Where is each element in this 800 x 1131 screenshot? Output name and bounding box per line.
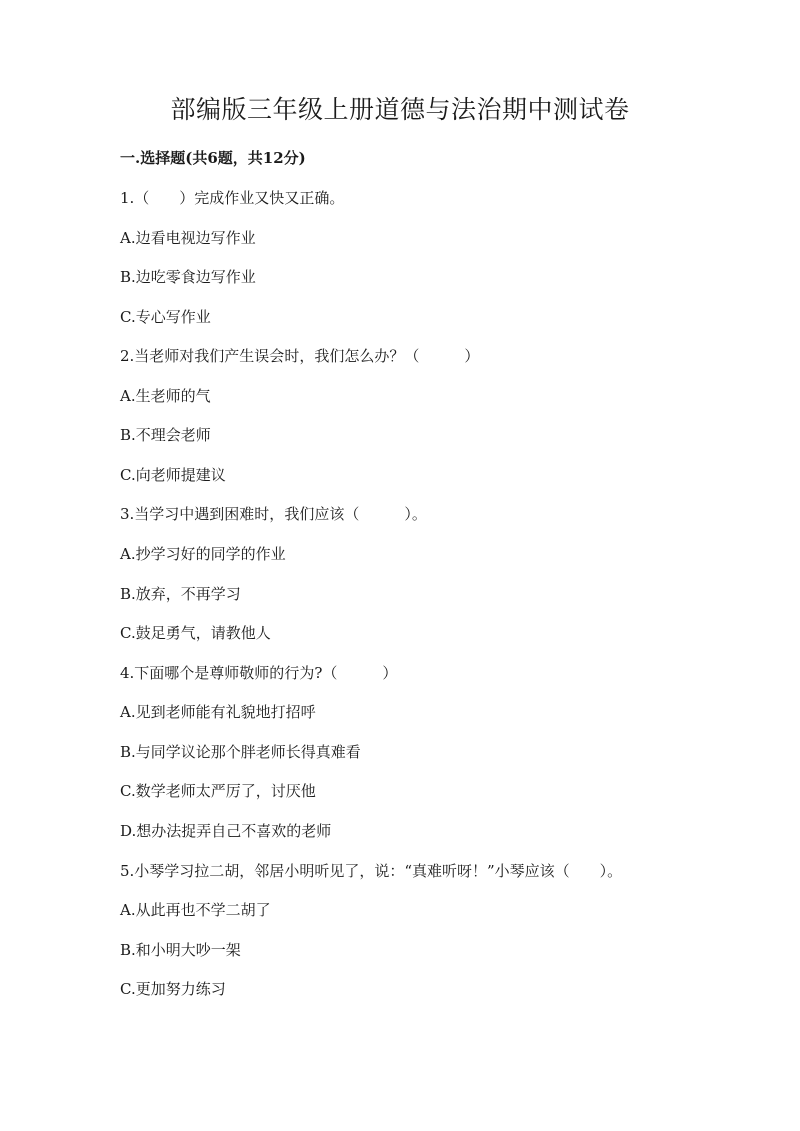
- question-3-stem: 3.当学习中遇到困难时，我们应该（ ）。: [120, 505, 427, 523]
- question-3-option-a: A.抄学习好的同学的作业: [120, 545, 286, 563]
- question-3-option-b: B.放弃，不再学习: [120, 585, 241, 603]
- question-2-option-c: C.向老师提建议: [120, 466, 226, 484]
- question-5-stem: 5.小琴学习拉二胡，邻居小明听见了，说：“真难听呀！”小琴应该（ ）。: [120, 862, 623, 880]
- question-2-option-b: B.不理会老师: [120, 426, 211, 444]
- question-5-option-b: B.和小明大吵一架: [120, 941, 241, 959]
- question-2-option-a: A.生老师的气: [120, 387, 211, 405]
- question-4-option-b: B.与同学议论那个胖老师长得真难看: [120, 743, 361, 761]
- question-4-stem: 4.下面哪个是尊师敬师的行为?（ ）: [120, 664, 398, 682]
- question-2-stem: 2.当老师对我们产生误会时，我们怎么办？（ ）: [120, 347, 480, 365]
- question-1-stem: 1.（ ）完成作业又快又正确。: [120, 189, 345, 207]
- question-5-option-a: A.从此再也不学二胡了: [120, 901, 271, 919]
- question-4-option-a: A.见到老师能有礼貌地打招呼: [120, 703, 316, 721]
- section-heading: 一.选择题(共6题，共12分): [120, 149, 306, 167]
- question-1-option-b: B.边吃零食边写作业: [120, 268, 256, 286]
- question-1-option-a: A.边看电视边写作业: [120, 229, 256, 247]
- question-5-option-c: C.更加努力练习: [120, 980, 226, 998]
- question-4-option-c: C.数学老师太严厉了，讨厌他: [120, 782, 316, 800]
- question-3-option-c: C.鼓足勇气，请教他人: [120, 624, 271, 642]
- question-1-option-c: C.专心写作业: [120, 308, 211, 326]
- question-4-option-d: D.想办法捉弄自己不喜欢的老师: [120, 822, 332, 840]
- page-title: 部编版三年级上册道德与法治期中测试卷: [170, 95, 630, 124]
